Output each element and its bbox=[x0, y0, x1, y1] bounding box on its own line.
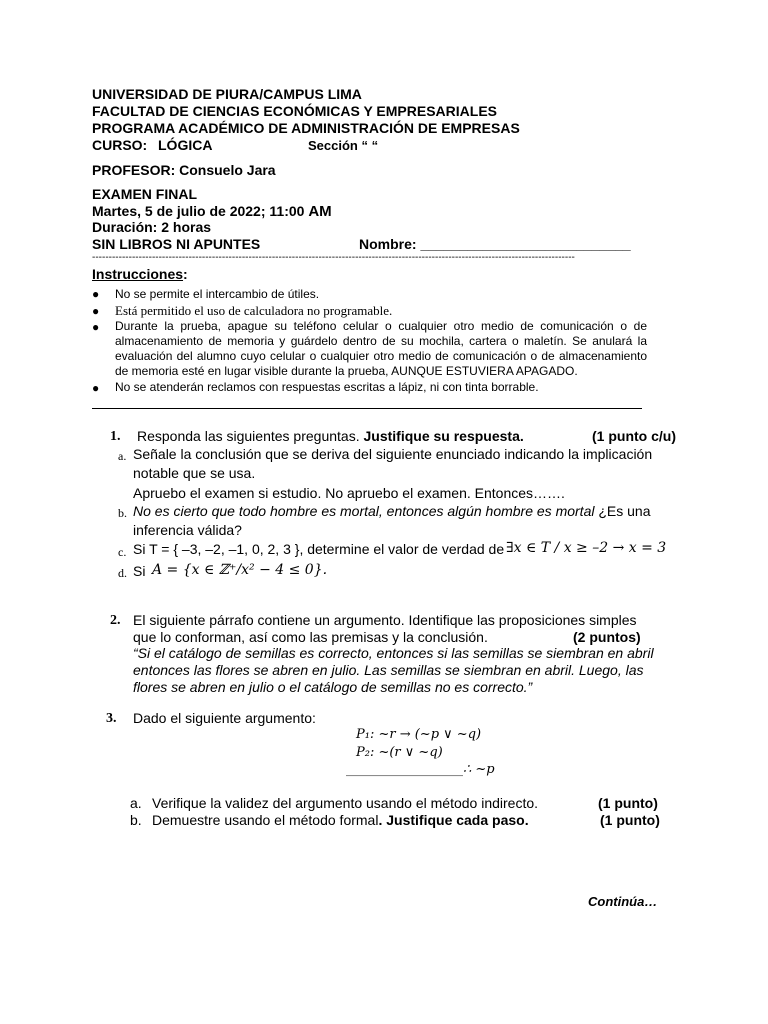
no-books-notice: SIN LIBROS NI APUNTES bbox=[92, 236, 261, 252]
q2-number: 2. bbox=[110, 613, 121, 628]
instruction-item: Está permitido el uso de calculadora no programable. bbox=[115, 303, 393, 318]
q1-b-label: b. bbox=[118, 506, 127, 520]
q2-quote3: flores se abren en julio o el catálogo de semillas no es correcto.” bbox=[133, 679, 533, 695]
name-field[interactable]: Nombre: ___________________________ bbox=[359, 236, 631, 252]
exam-title: EXAMEN FINAL bbox=[92, 186, 197, 202]
q1-d-text: Si bbox=[133, 563, 146, 579]
q1-points: (1 punto c/u) bbox=[592, 428, 676, 444]
q1-b-rest: ¿Es una bbox=[598, 503, 651, 519]
q1-c-label: c. bbox=[118, 545, 127, 559]
q3-b-text-plain: Demuestre usando el método formal bbox=[152, 812, 379, 828]
q1-a-text3: Apruebo el examen si estudio. No apruebo el examen. Entonces……. bbox=[133, 485, 565, 501]
exam-date bbox=[92, 203, 332, 220]
separator-line bbox=[92, 408, 642, 409]
q3-premise-1: P₁: ~r → (~p ∨ ~q) bbox=[356, 727, 482, 742]
q1-c-text: Si T = { –3, –2, –1, 0, 2, 3 }, determine el valor de verdad de bbox=[133, 541, 505, 557]
q1-a-label: a. bbox=[118, 449, 127, 463]
q3-text: Dado el siguiente argumento: bbox=[133, 710, 316, 726]
q3-a-points: (1 punto) bbox=[598, 795, 658, 811]
program-name: PROGRAMA ACADÉMICO DE ADMINISTRACIÓN DE EMPRESAS bbox=[92, 120, 520, 136]
q3-b-text-bold: . Justifique cada paso. bbox=[378, 812, 529, 828]
q3-a-label: a. bbox=[130, 795, 142, 811]
q3-b-text bbox=[152, 812, 529, 828]
q1-intro-text: Responda las siguientes preguntas. bbox=[137, 428, 360, 444]
bullet-icon: ● bbox=[92, 320, 100, 334]
exam-date-text: Martes, 5 de julio de 2022; 11:00 bbox=[92, 203, 305, 219]
q1-d-math: A = {x ∈ ℤ⁺/x² − 4 ≤ 0}. bbox=[152, 562, 328, 578]
q3-conclusion: __________________∴ ~p bbox=[346, 762, 495, 777]
q2-text2: que lo conforman, así como las premisas y la conclusión. bbox=[133, 629, 488, 645]
instructions-title bbox=[92, 266, 188, 282]
q1-a-text2: notable que se usa. bbox=[133, 465, 256, 481]
exam-date-ampm: AM bbox=[308, 203, 332, 220]
q1-d-label: d. bbox=[118, 566, 127, 580]
dashed-separator: ------------------------------------------------------------------------------------------------------------------------------------------------- bbox=[92, 252, 575, 263]
q1-a-text1: Señale la conclusión que se deriva del siguiente enunciado indicando la implicación bbox=[133, 446, 653, 462]
bullet-icon: ● bbox=[92, 304, 100, 318]
section-label: Sección “ “ bbox=[308, 138, 379, 153]
q1-intro-bold: Justifique su respuesta. bbox=[363, 428, 524, 444]
q2-quote1: “Si el catálogo de semillas es correcto, entonces si las semillas se siembran en abril bbox=[133, 645, 654, 661]
exam-duration: Duración: 2 horas bbox=[92, 219, 212, 235]
q1-b-text bbox=[133, 503, 651, 519]
instruction-item: No se atenderán reclamos con respuestas escritas a lápiz, ni con tinta borrable. bbox=[115, 380, 539, 394]
instructions-title-text: Instrucciones bbox=[92, 266, 184, 282]
course-label: CURSO: bbox=[92, 137, 148, 153]
university-name: UNIVERSIDAD DE PIURA/CAMPUS LIMA bbox=[92, 86, 362, 102]
bullet-icon: ● bbox=[92, 381, 100, 395]
q3-premise-2: P₂: ~(r ∨ ~q) bbox=[356, 745, 443, 760]
q3-b-label: b. bbox=[130, 812, 142, 828]
q2-quote2: entonces las flores se abren en julio. Las semillas se siembran en abril. Luego, las bbox=[133, 662, 644, 678]
q1-b-italic: No es cierto que todo hombre es mortal, entonces algún hombre es mortal bbox=[133, 503, 595, 519]
instruction-item: No se permite el intercambio de útiles. bbox=[115, 287, 320, 301]
q2-text1: El siguiente párrafo contiene un argumento. Identifique las proposiciones simples bbox=[133, 612, 637, 628]
instruction-item: Durante la prueba, apague su teléfono celular o cualquier otro medio de comunicación o de almacenamiento de memoria y guárdelo dentro de su mochila, cartera o maletín. Se anulará la evaluación del alumno cuyo celular o cualquier otro medio de comunicación o de almacenamiento de memoria esté en lugar visible durante la prueba, AUNQUE ESTUVIERA APAGADO. bbox=[115, 319, 647, 378]
q1-intro bbox=[137, 428, 524, 444]
course-value: LÓGICA bbox=[158, 137, 213, 153]
q2-points: (2 puntos) bbox=[573, 629, 641, 645]
continue-label: Continúa… bbox=[588, 894, 658, 909]
q1-c-math: ∃x ∈ T / x ≥ –2 → x = 3 bbox=[506, 540, 667, 556]
q1-b-text2: inferencia válida? bbox=[133, 522, 242, 538]
faculty-name: FACULTAD DE CIENCIAS ECONÓMICAS Y EMPRESARIALES bbox=[92, 103, 498, 119]
q3-a-text: Verifique la validez del argumento usando el método indirecto. bbox=[152, 795, 539, 811]
q3-b-points: (1 punto) bbox=[600, 812, 660, 828]
instructions-colon: : bbox=[183, 266, 188, 282]
q3-number: 3. bbox=[106, 711, 117, 726]
professor: PROFESOR: Consuelo Jara bbox=[92, 162, 276, 178]
q1-number: 1. bbox=[110, 429, 121, 444]
bullet-icon: ● bbox=[92, 287, 100, 301]
